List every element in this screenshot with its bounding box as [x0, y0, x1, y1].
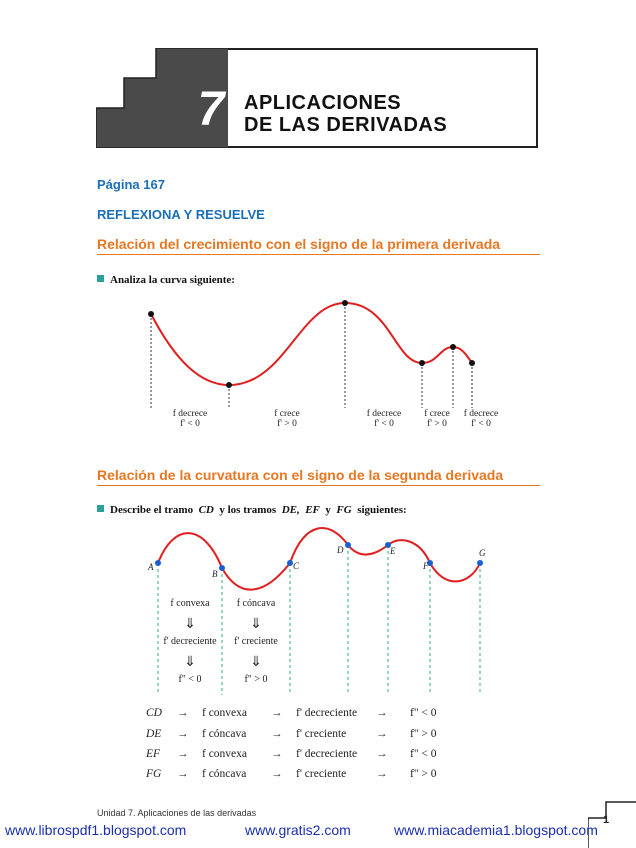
point-label-e: E [390, 546, 396, 556]
link-miacademia1[interactable]: www.miacademia1.blogspot.com [394, 822, 598, 838]
section-heading: REFLEXIONA Y RESUELVE [97, 207, 265, 222]
subsection-title-growth: Relación del crecimiento con el signo de la primera derivada [97, 236, 540, 255]
curvature-curve [158, 528, 480, 590]
interval-label-5: f decrece f' < 0 [463, 409, 499, 429]
inflection-point-g [477, 560, 483, 566]
interval-label-2: f crece f' > 0 [274, 409, 300, 429]
chapter-number: 7 [197, 83, 225, 136]
point-label-g: G [479, 548, 486, 558]
page-label: Página 167 [97, 177, 165, 192]
subsection-title-curvature: Relación de la curvatura con el signo de la segunda derivada [97, 467, 540, 486]
chapter-title-line2: DE LAS DERIVADAS [244, 114, 448, 136]
footer-unit: Unidad 7. Aplicaciones de las derivadas [97, 808, 257, 818]
link-librospdf1[interactable]: www.librospdf1.blogspot.com [5, 822, 187, 838]
inflection-point-b [219, 565, 225, 571]
point-label-f: F [423, 561, 429, 571]
concave-column: f cóncava ⇓ f' creciente ⇓ f" > 0 [234, 598, 278, 685]
page-number: 1 [603, 814, 610, 826]
point-label-d: D [337, 545, 344, 555]
prompt-describe: Describe el tramo CD y los tramos DE, EF y FG siguientes: [97, 504, 407, 516]
convex-column: f convexa ⇓ f' decreciente ⇓ f" < 0 [163, 598, 217, 685]
interval-label-1: f decrece f' < 0 [172, 409, 208, 429]
inflection-point-d [345, 542, 351, 548]
prompt-analyze-text: Analiza la curva siguiente: [110, 274, 235, 286]
point-label-c: C [293, 561, 300, 571]
interval-label-3: f decrece f' < 0 [366, 409, 402, 429]
point-label-b: B [212, 569, 218, 579]
point-label-a: A [148, 562, 154, 572]
chapter-title-line1: APLICACIONES [244, 92, 402, 114]
inflection-point-a [155, 560, 161, 566]
interval-label-4: f crece f' > 0 [424, 409, 450, 429]
link-gratis2[interactable]: www.gratis2.com [245, 822, 351, 838]
